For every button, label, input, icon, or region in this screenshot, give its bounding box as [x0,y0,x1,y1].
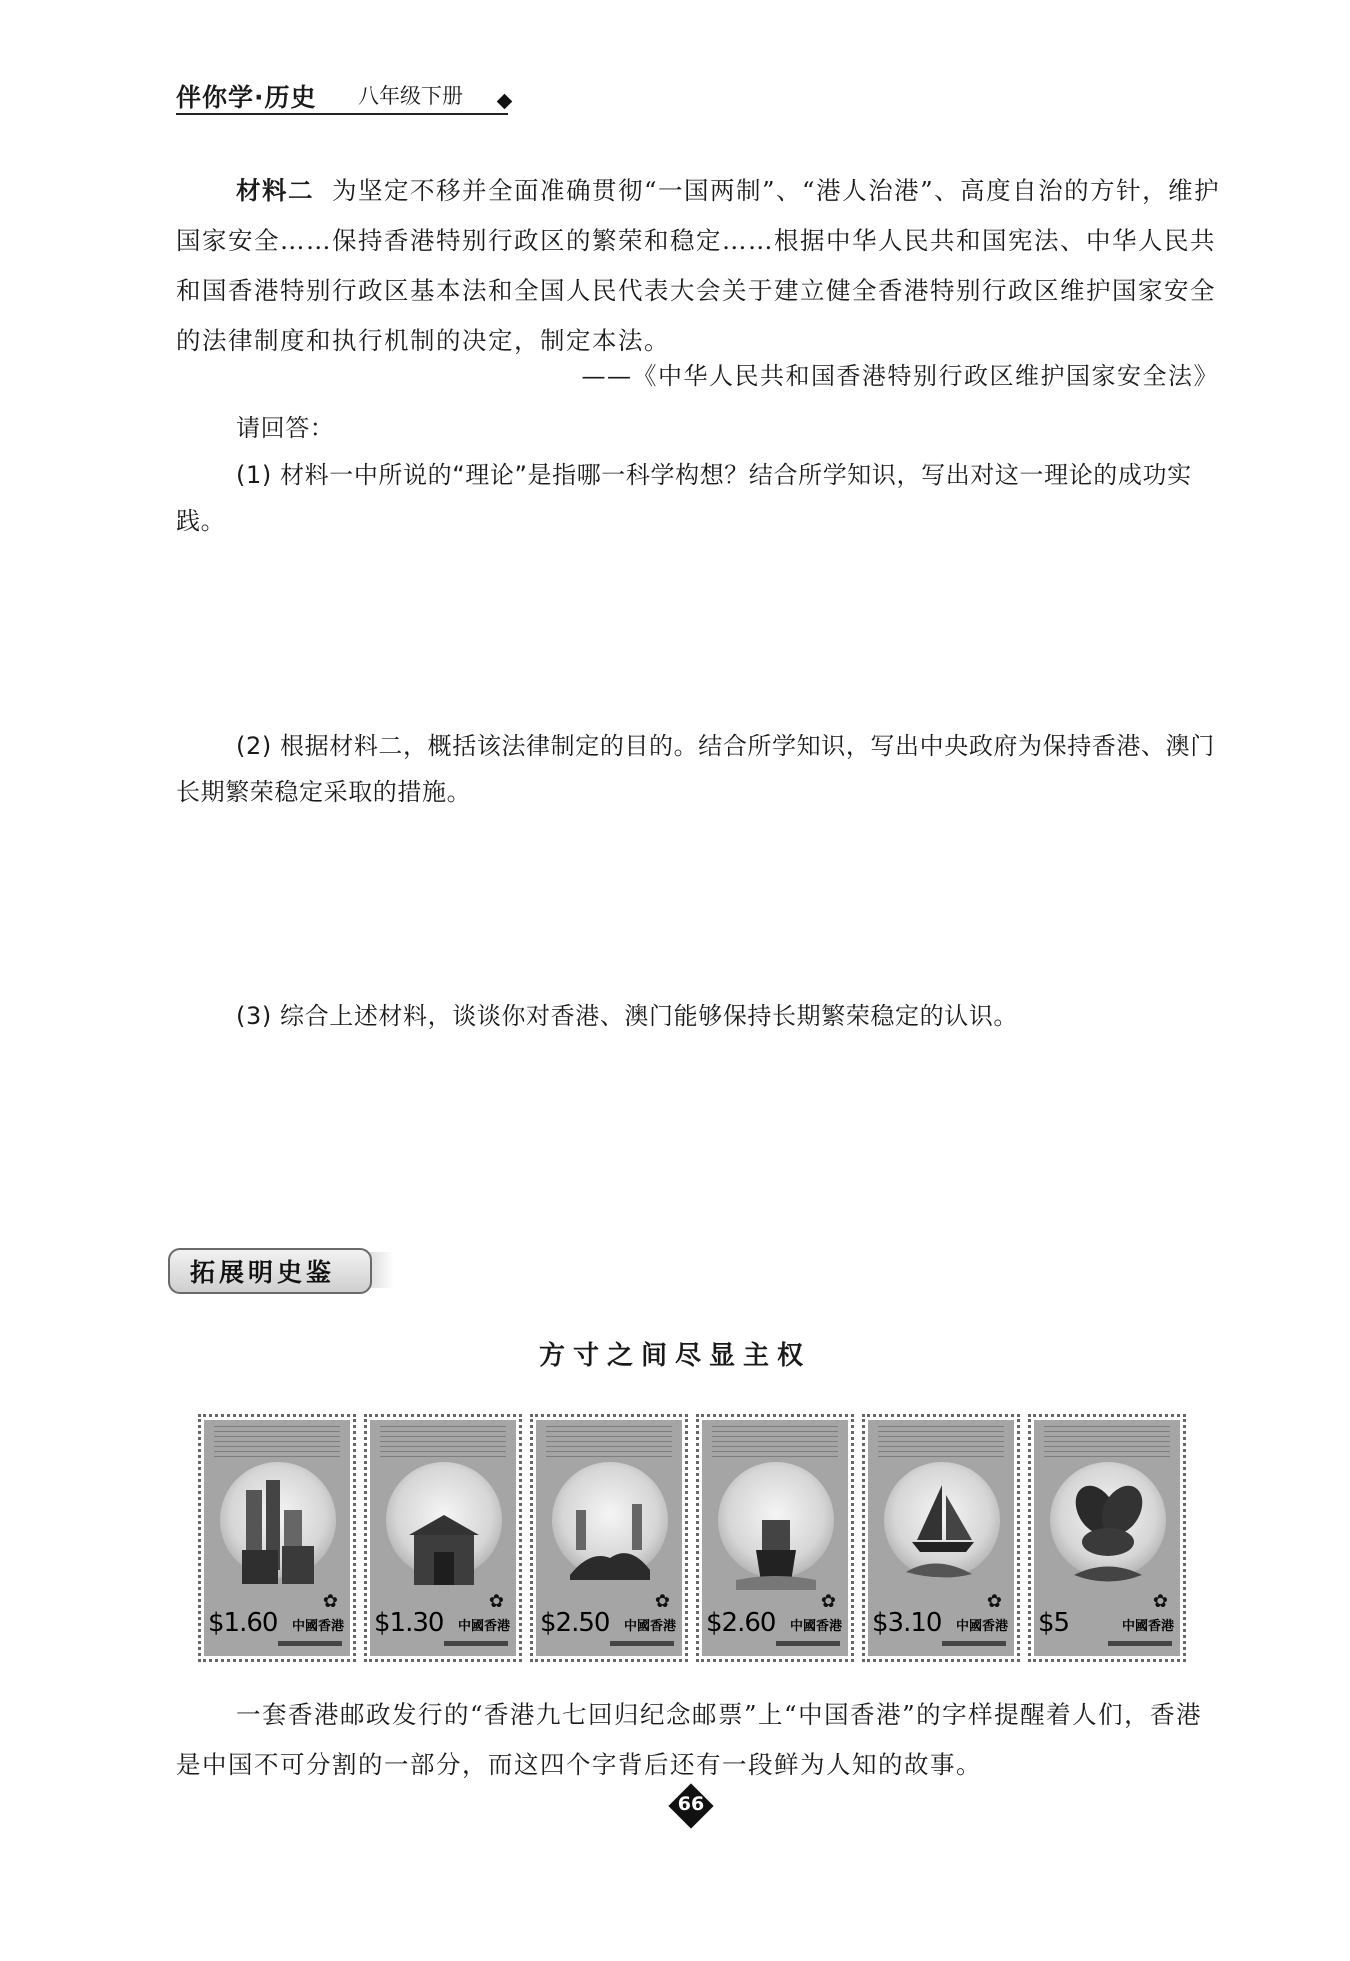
bauhinia-icon: ✿ [820,1591,836,1612]
bauhinia-icon: ✿ [654,1591,670,1612]
stamp-section-title: 方寸之间尽显主权 [538,1341,811,1371]
stamp-header-lettering [380,1426,506,1460]
stamp-english-lettering [776,1641,840,1646]
stamp-value: $5 [1038,1608,1070,1638]
section-badge [168,1248,390,1294]
stamp-face [204,1420,350,1656]
stamp-header-lettering [214,1426,340,1460]
stamp-english-lettering [942,1641,1006,1646]
question-3: (3) 综合上述材料，谈谈你对香港、澳门能够保持长期繁荣稳定的认识。 [236,1002,1019,1030]
stamp-value: $1.30 [374,1608,444,1638]
answer-prompt: 请回答： [236,414,335,442]
stamp-row [198,1414,1180,1662]
stamp-english-lettering [278,1641,342,1646]
header-rule [176,113,508,115]
stamp-value: $3.10 [872,1608,942,1638]
stamp-image [198,1414,356,1662]
page-number: 66 [677,1793,705,1815]
stamp-country: 中國香港 [789,1619,842,1634]
bauhinia-icon: ✿ [322,1591,338,1612]
stamp-face [370,1420,516,1656]
stamp-country: 中國香港 [291,1619,344,1634]
stamp-country: 中國香港 [955,1619,1008,1634]
stamp-header-lettering [1044,1426,1170,1460]
book-title: 伴你学·历史 [176,83,317,112]
stamp-image [364,1414,522,1662]
question-1: (1) 材料一中所说的“理论”是指哪一科学构想？结合所学知识，写出对这一理论的成功实践。 [176,461,1192,535]
question-2: (2) 根据材料二，概括该法律制定的目的。结合所学知识，写出中央政府为保持香港、澳门长期繁荣稳定采取的措施。 [176,732,1215,806]
bauhinia-icon: ✿ [1152,1591,1168,1612]
convention-centre-illustration [570,1480,650,1590]
stamp-image [862,1414,1020,1662]
container-ship-illustration [736,1480,816,1590]
stamp-country: 中國香港 [457,1619,510,1634]
stamp-face [702,1420,848,1656]
stamp-caption: 一套香港邮政发行的“香港九七回归纪念邮票”上“中国香港”的字样提醒着人们，香港是中国不可分割的一部分，而这四个字背后还有一段鲜为人知的故事。 [176,1700,1203,1779]
bauhinia-flower-illustration [1068,1480,1148,1590]
header-diamond-icon [497,94,513,110]
stamp-image [696,1414,854,1662]
junk-boat-dolphin-illustration [902,1480,982,1590]
stamp-face [868,1420,1014,1656]
stamp-face [536,1420,682,1656]
stamp-country: 中國香港 [1121,1619,1174,1634]
material-two-paragraph [176,166,1221,366]
page-number-badge [668,1783,714,1829]
bauhinia-icon: ✿ [488,1591,504,1612]
stamp-value: $1.60 [208,1608,278,1638]
stamp-english-lettering [610,1641,674,1646]
material-two-text: 为坚定不移并全面准确贯彻“一国两制”、“港人治港”、高度自治的方针，维护国家安全……保持香港特别行政区的繁荣和稳定……根据中华人民共和国宪法、中华人民共和国香港特别行政区基本法和全国人民代表大会关于建立健全香港特别行政区维护国家安全的法律制度和执行机制的决定，制定本法。 [176,176,1221,355]
stamp-image [1028,1414,1186,1662]
stamp-english-lettering [1108,1641,1172,1646]
material-two-label: 材料二 [236,176,314,205]
building-illustration [404,1480,484,1590]
stamp-header-lettering [712,1426,838,1460]
material-two-source: ——《中华人民共和国香港特别行政区维护国家安全法》 [581,362,1219,390]
stamp-header-lettering [878,1426,1004,1460]
stamp-english-lettering [444,1641,508,1646]
stamp-country: 中國香港 [623,1619,676,1634]
stamp-value: $2.60 [706,1608,776,1638]
badge-label: 拓展明史鉴 [190,1258,336,1287]
stamp-face [1034,1420,1180,1656]
stamp-image [530,1414,688,1662]
stamp-value: $2.50 [540,1608,610,1638]
book-subtitle: 八年级下册 [358,84,463,108]
skyline-tram-illustration [238,1480,318,1590]
stamp-header-lettering [546,1426,672,1460]
bauhinia-icon: ✿ [986,1591,1002,1612]
